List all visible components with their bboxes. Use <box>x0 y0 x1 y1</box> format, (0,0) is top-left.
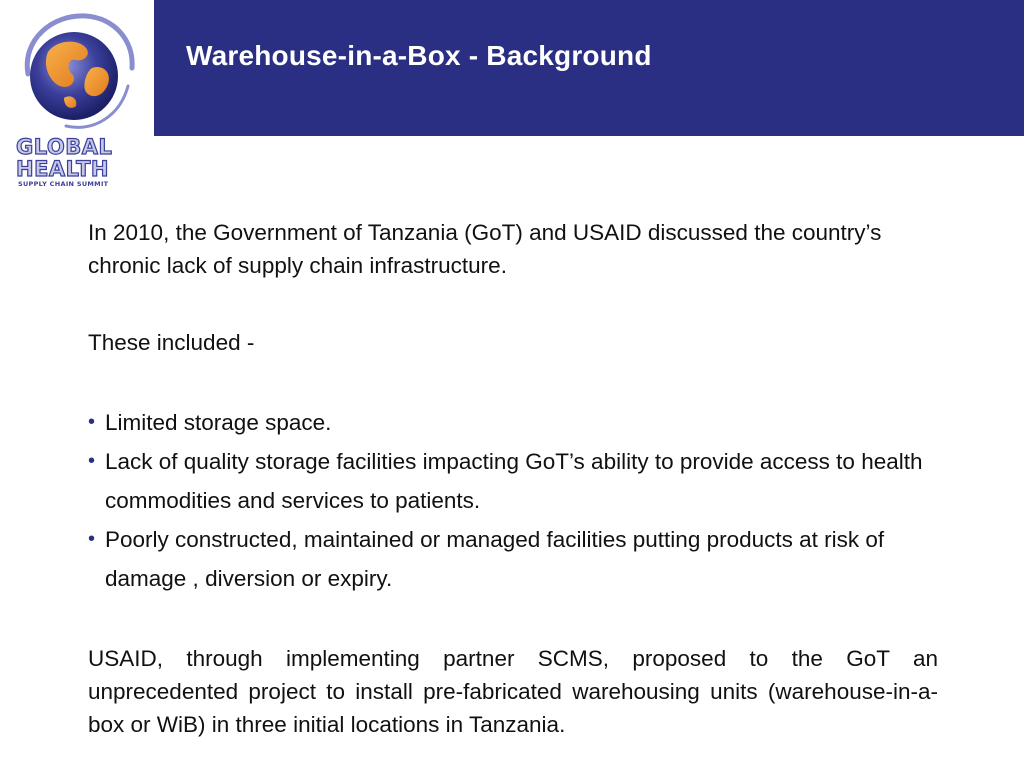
slide-body <box>88 216 938 741</box>
bullet-text: Lack of quality storage facilities impacting GoT’s ability to provide access to health commodities and services to patients. <box>105 449 923 513</box>
bullet-item <box>88 442 938 520</box>
bullet-item <box>88 403 938 442</box>
slide-title: Warehouse-in-a-Box - Background <box>186 40 652 71</box>
bullet-text: Limited storage space. <box>105 410 332 435</box>
bullet-dot-icon: • <box>88 411 96 433</box>
bullet-dot-icon: • <box>88 528 96 550</box>
svg-text:SUPPLY CHAIN SUMMIT: SUPPLY CHAIN SUMMIT <box>18 180 109 188</box>
bullet-text: Poorly constructed, maintained or managed facilities putting products at risk of damage , diversion or expiry. <box>105 527 885 591</box>
global-health-logo <box>8 6 148 192</box>
bullet-item <box>88 520 938 598</box>
bullet-list <box>88 403 938 598</box>
svg-text:HEALTH: HEALTH <box>16 157 109 181</box>
intro-paragraph: In 2010, the Government of Tanzania (GoT) and USAID discussed the country’s chronic lack of supply chain infrastructure. <box>88 220 882 278</box>
svg-text:GLOBAL: GLOBAL <box>16 135 113 159</box>
bullet-dot-icon: • <box>88 450 96 472</box>
conclusion-paragraph: USAID, through implementing partner SCMS, proposed to the GoT an unprecedented project to install pre-fabricated warehousing units (warehouse-in-a-box or WiB) in three initial locations in Tanzania. <box>88 646 938 737</box>
lead-in-text: These included - <box>88 330 255 355</box>
